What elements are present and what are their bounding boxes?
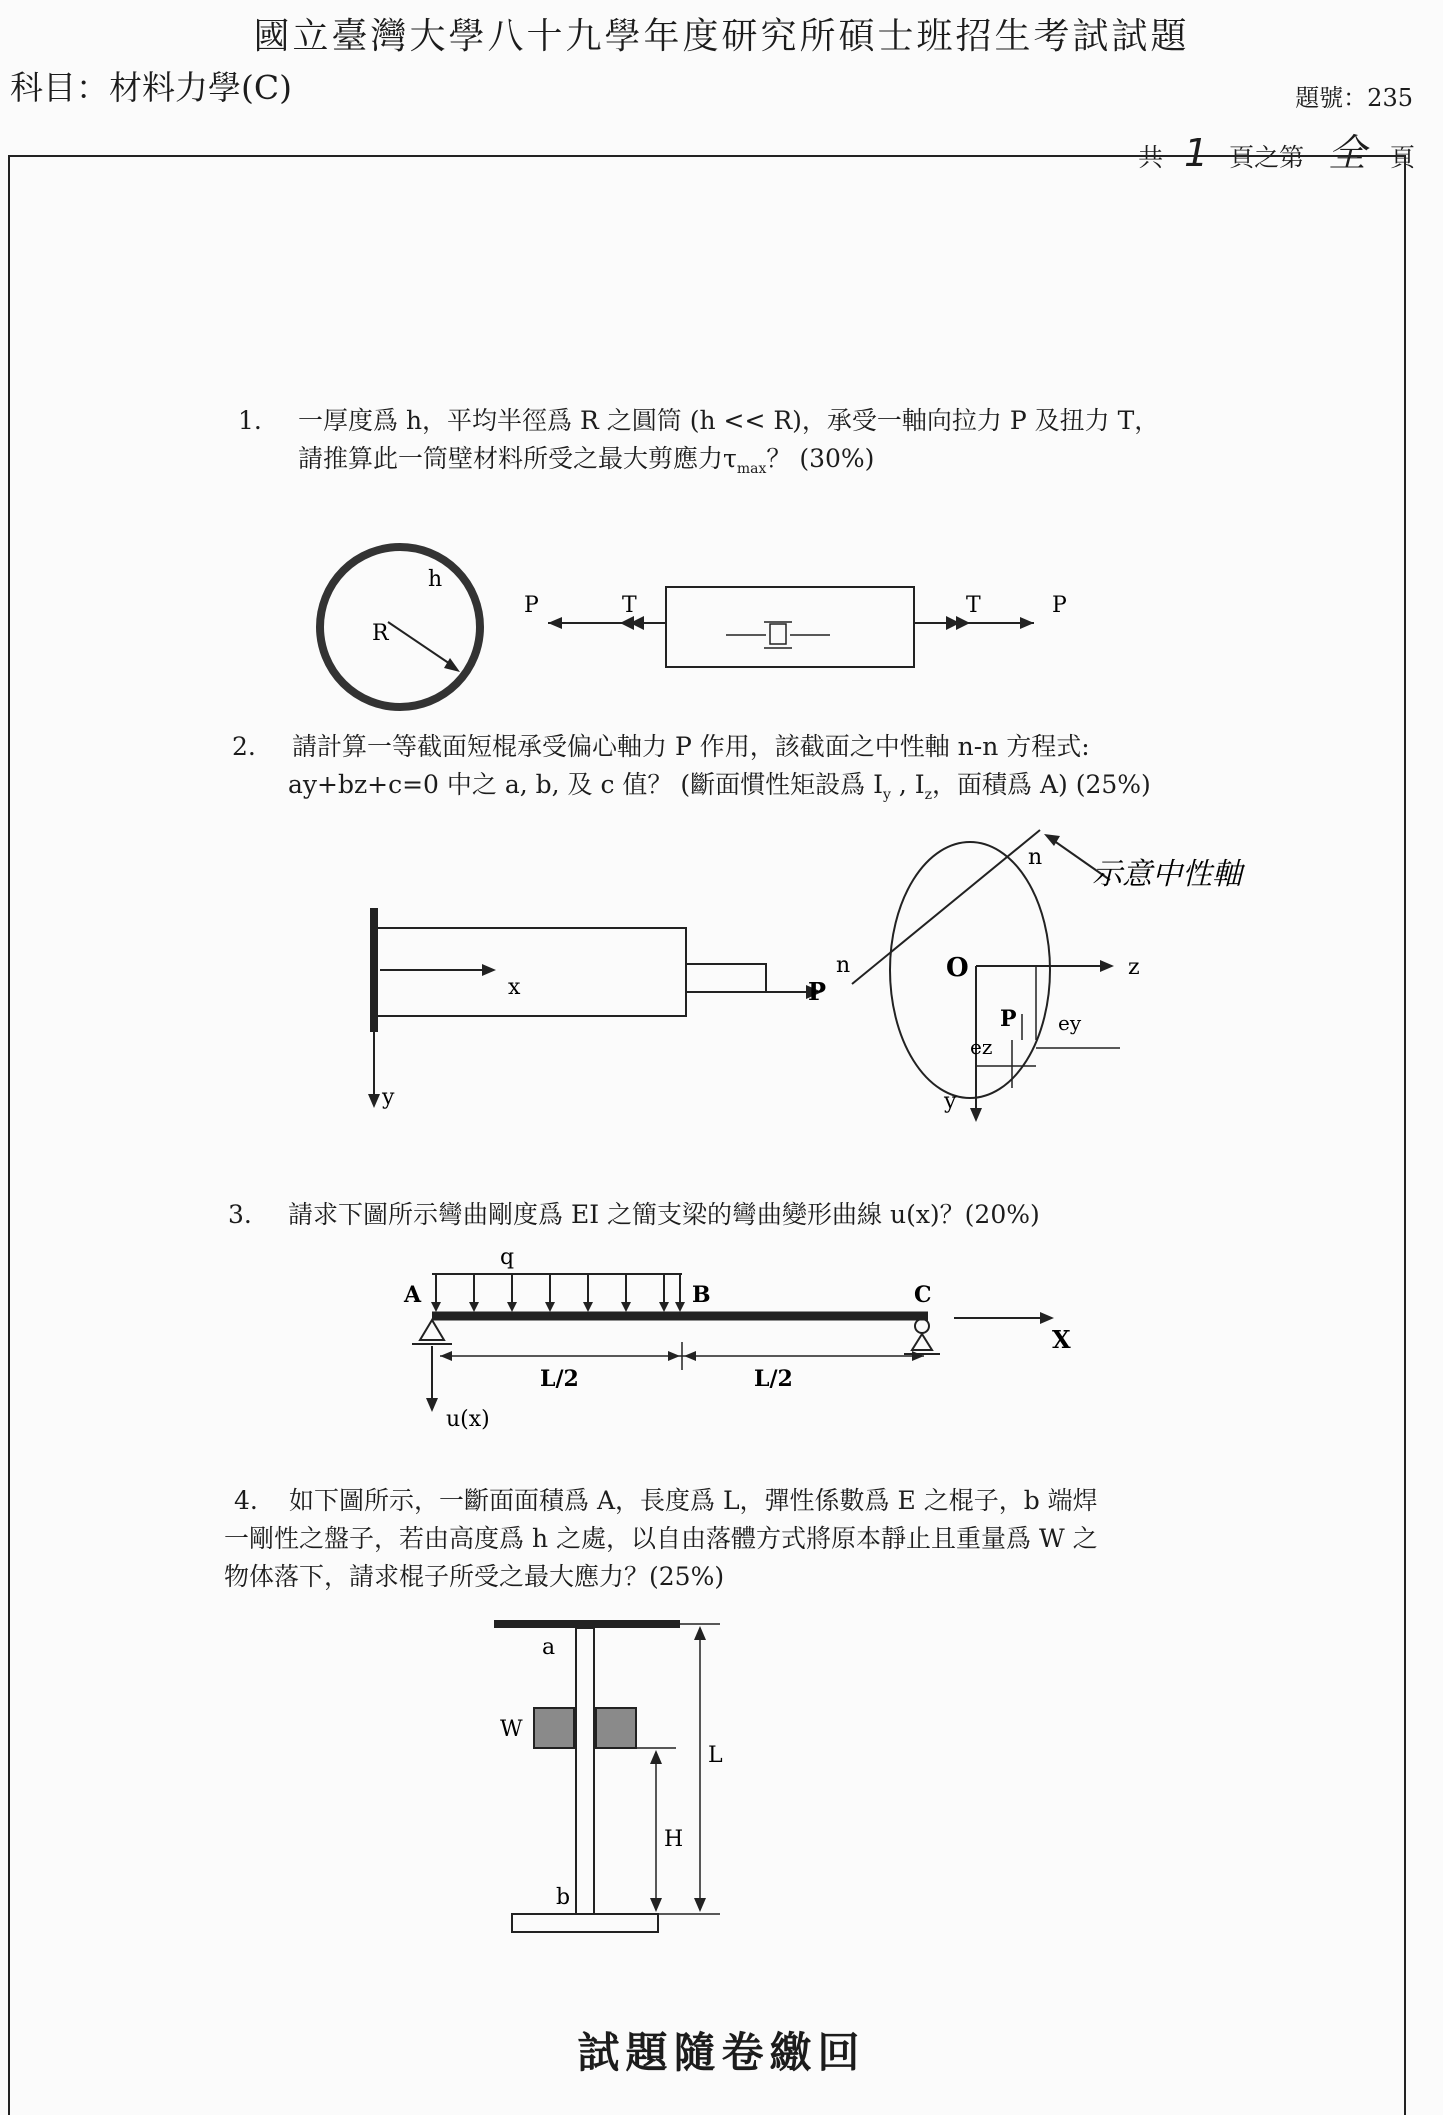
- H-arrow-top: [650, 1750, 662, 1764]
- label-a: a: [542, 1635, 556, 1660]
- label-C: C: [914, 1282, 932, 1308]
- question-2-line2b: ，面積爲 A) (25%): [932, 770, 1151, 799]
- label-y: y: [382, 1085, 395, 1110]
- weight-left: [534, 1708, 574, 1748]
- label-O: O: [946, 953, 969, 983]
- label-T-left: T: [622, 593, 637, 618]
- question-3-number: 3.: [228, 1200, 252, 1229]
- label-P-right: P: [1052, 593, 1067, 618]
- subject-label: 科目：材料力學(C): [10, 68, 292, 107]
- page-total: 1: [1184, 131, 1209, 175]
- note-neutral-axis: 示意中性軸: [1092, 857, 1242, 892]
- label-h: h: [428, 567, 443, 592]
- question-2-number: 2.: [232, 732, 256, 761]
- H-arrow-bottom: [650, 1898, 662, 1912]
- label-W: W: [500, 1717, 523, 1742]
- label-A: A: [404, 1282, 422, 1308]
- label-u: u(x): [446, 1407, 490, 1432]
- page-current: 全: [1328, 131, 1367, 175]
- label-B: B: [692, 1282, 711, 1308]
- question-4-line3: 物体落下，請求棍子所受之最大應力？(25%): [224, 1562, 725, 1591]
- question-2-line2: ay+bz+c=0 中之 a, b, 及 c 值？ (斷面慣性矩設爲 I: [288, 770, 883, 799]
- L-arrow-top: [694, 1626, 706, 1640]
- weight-right: [596, 1708, 636, 1748]
- L-arrow-bottom: [694, 1898, 706, 1912]
- question-2-sep: , I: [890, 770, 925, 799]
- question-1-line2b: ？ (30%): [766, 444, 875, 473]
- label-T-right: T: [966, 593, 981, 618]
- question-1-line1: 一厚度爲 h，平均半徑爲 R 之圓筒 (h << R)，承受一軸向拉力 P 及扭力 T，: [298, 406, 1160, 435]
- label-R: R: [372, 621, 389, 646]
- label-ez: ez: [970, 1035, 993, 1059]
- question-1-sub: max: [736, 461, 767, 477]
- footer-return-note: 試題隨卷繳回: [577, 2028, 866, 2077]
- question-4-line2: 一剛性之盤子，若由高度爲 h 之處，以自由落體方式將原本靜止且重量爲 W 之: [224, 1524, 1098, 1553]
- page-prefix: 共: [1138, 143, 1164, 172]
- bottom-plate: [512, 1914, 658, 1932]
- question-1-number: 1.: [238, 406, 262, 435]
- label-x: x: [508, 975, 521, 1000]
- label-z: z: [1128, 955, 1140, 980]
- question-1-line2: 請推算此一筒壁材料所受之最大剪應力τ: [298, 444, 737, 473]
- label-P-section: P: [1000, 1006, 1017, 1032]
- question-4-number: 4.: [234, 1486, 258, 1515]
- question-2-sub-z: z: [924, 787, 932, 803]
- question-3-line1: 請求下圖所示彎曲剛度爲 EI 之簡支梁的彎曲變形曲線 u(x)？(20%): [288, 1200, 1040, 1229]
- label-L: L: [708, 1743, 723, 1768]
- label-L-half-2: L/2: [754, 1366, 793, 1392]
- label-P-load: P: [808, 977, 827, 1006]
- label-section-y: y: [944, 1089, 957, 1114]
- question-2-line1: 請計算一等截面短棍承受偏心軸力 P 作用，該截面之中性軸 n-n 方程式:: [292, 732, 1090, 761]
- label-ey: ey: [1058, 1011, 1082, 1035]
- question-number: 題號：235: [1295, 84, 1413, 112]
- question-2-sub-y: y: [882, 787, 891, 803]
- label-P-left: P: [524, 593, 539, 618]
- label-b: b: [556, 1885, 571, 1910]
- label-n-lower: n: [836, 953, 851, 978]
- page-mid: 頁之第: [1229, 143, 1305, 172]
- page-suffix: 頁: [1389, 143, 1415, 172]
- question-4-line1: 如下圖所示，一斷面面積爲 A，長度爲 L，彈性係數爲 E 之棍子，b 端焊: [289, 1486, 1098, 1515]
- label-X: X: [1052, 1325, 1071, 1354]
- label-L-half-1: L/2: [540, 1366, 579, 1392]
- label-q: q: [500, 1245, 515, 1270]
- label-H: H: [664, 1827, 684, 1852]
- rod: [576, 1628, 594, 1914]
- label-n-upper: n: [1028, 845, 1043, 870]
- exam-title: 國立臺灣大學八十九學年度研究所碩士班招生考試試題: [253, 16, 1190, 57]
